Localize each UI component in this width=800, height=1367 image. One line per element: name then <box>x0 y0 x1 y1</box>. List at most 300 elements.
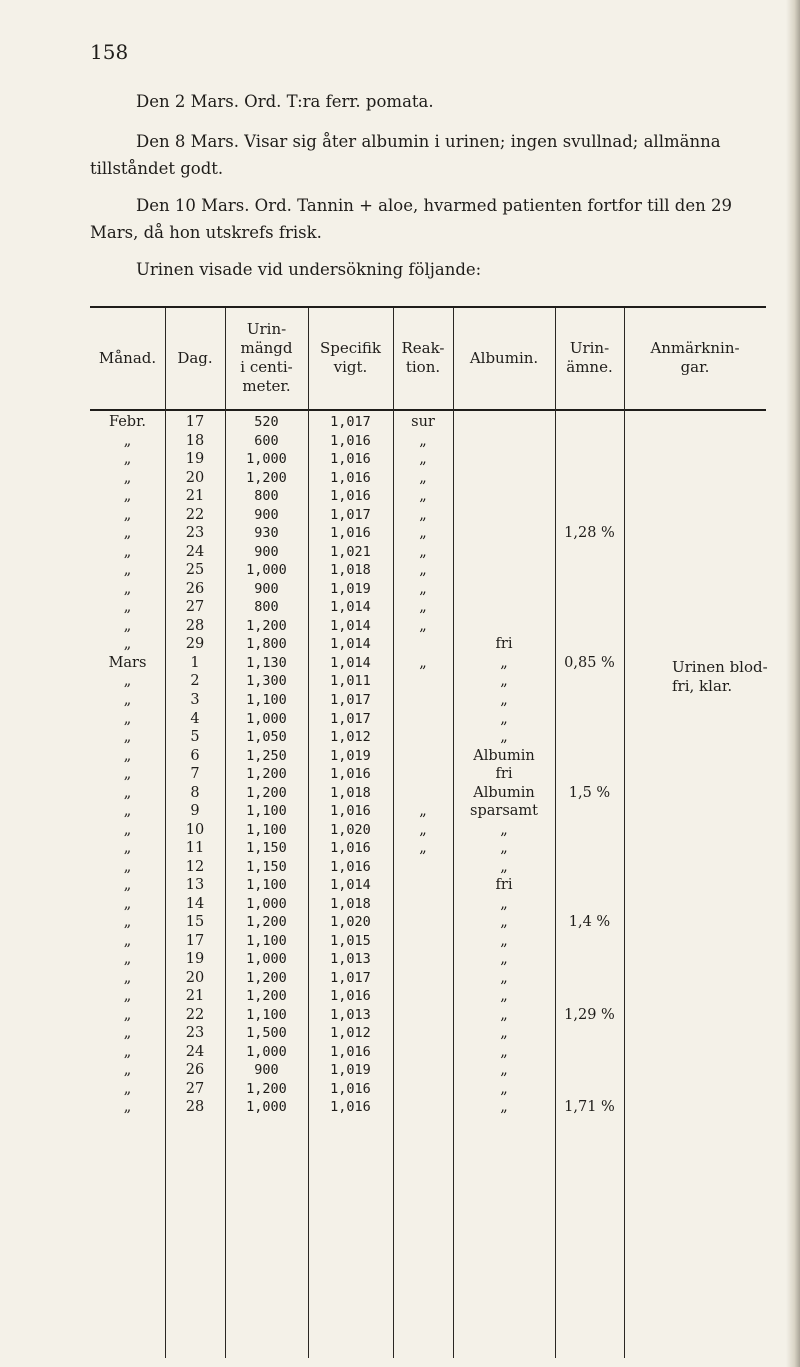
cell-albumin: „ <box>500 1062 508 1079</box>
cell-month: „ <box>123 562 132 579</box>
paragraph-march-2 <box>90 88 780 115</box>
cell-remark <box>624 783 766 802</box>
cell-reaction: „ <box>419 617 427 634</box>
cell-albumin <box>453 506 555 525</box>
header-text: Urin- mängd i centi- meter. <box>240 320 293 395</box>
table-row <box>90 691 766 710</box>
cell-volume: 1,050 <box>246 729 287 746</box>
cell-month: „ <box>123 506 132 523</box>
cell-gravity: 1,016 <box>330 1099 371 1116</box>
cell-month: Febr. <box>108 414 147 431</box>
cell-month: „ <box>123 1080 132 1097</box>
cell-remark <box>624 968 766 987</box>
cell-gravity: 1,012 <box>330 1025 371 1042</box>
cell-reaction <box>393 968 453 987</box>
cell-month: „ <box>123 858 132 875</box>
cell-reaction: „ <box>419 803 427 820</box>
table-row <box>90 820 766 839</box>
cell-albumin: „ <box>500 932 508 949</box>
table-row <box>90 894 766 913</box>
cell-albumin <box>453 469 555 488</box>
cell-volume: 1,100 <box>246 1006 287 1023</box>
cell-reaction <box>393 1043 453 1062</box>
cell-month: „ <box>123 914 132 931</box>
cell-volume: 1,000 <box>246 951 287 968</box>
cell-albumin: „ <box>500 969 508 986</box>
table-row <box>90 1080 766 1099</box>
header-text: Specifik vigt. <box>319 339 382 376</box>
cell-urea <box>555 672 624 691</box>
cell-gravity: 1,019 <box>330 747 371 764</box>
cell-albumin: „ <box>500 1080 508 1097</box>
cell-month: „ <box>123 932 132 949</box>
cell-urea <box>555 580 624 599</box>
cell-urea: 1,71 % <box>564 1099 615 1116</box>
table-row <box>90 413 766 432</box>
cell-gravity: 1,018 <box>330 784 371 801</box>
page-edge-shadow <box>786 0 800 1367</box>
cell-volume: 900 <box>254 580 279 597</box>
cell-volume: 1,250 <box>246 747 287 764</box>
cell-albumin: „ <box>500 1025 508 1042</box>
table-row <box>90 968 766 987</box>
paragraph-text: Den 10 Mars. Ord. Tannin + aloe, hvarmed patienten fortfor till den 29 Mars, då hon utskrefs frisk. <box>90 196 732 242</box>
header-urea <box>555 308 624 408</box>
cell-urea <box>555 765 624 784</box>
cell-gravity: 1,021 <box>330 543 371 560</box>
cell-remark <box>624 913 766 932</box>
cell-volume: 1,500 <box>246 1025 287 1042</box>
cell-urea <box>555 876 624 895</box>
cell-volume: 930 <box>254 525 279 542</box>
cell-day: 11 <box>185 840 205 857</box>
table-row <box>90 783 766 802</box>
cell-day: 18 <box>185 432 205 449</box>
cell-remark <box>624 746 766 765</box>
cell-reaction <box>393 1024 453 1043</box>
cell-volume: 1,200 <box>246 988 287 1005</box>
cell-urea <box>555 746 624 765</box>
cell-albumin <box>453 524 555 543</box>
cell-gravity: 1,014 <box>330 877 371 894</box>
paragraph-text: Den 8 Mars. Visar sig åter albumin i urinen; ingen svullnad; allmänna tillståndet godt. <box>90 132 721 178</box>
cell-month: „ <box>123 691 132 708</box>
table-row <box>90 876 766 895</box>
cell-urea <box>555 1080 624 1099</box>
cell-reaction: „ <box>419 525 427 542</box>
cell-gravity: 1,011 <box>330 673 371 690</box>
cell-day: 20 <box>185 469 205 486</box>
cell-reaction: „ <box>419 451 427 468</box>
cell-volume: 1,000 <box>246 1043 287 1060</box>
cell-remark <box>624 1080 766 1099</box>
cell-reaction <box>393 931 453 950</box>
cell-month: „ <box>123 747 132 764</box>
cell-urea <box>555 506 624 525</box>
cell-reaction <box>393 913 453 932</box>
cell-day: 15 <box>185 914 205 931</box>
cell-gravity: 1,016 <box>330 451 371 468</box>
header-urine-volume <box>225 308 308 408</box>
cell-gravity: 1,016 <box>330 525 371 542</box>
cell-albumin: „ <box>500 988 508 1005</box>
cell-volume: 1,200 <box>246 914 287 931</box>
cell-gravity: 1,013 <box>330 951 371 968</box>
cell-remark <box>624 728 766 747</box>
cell-albumin: sparsamt <box>470 803 538 820</box>
header-reaction <box>393 308 453 408</box>
cell-day: 5 <box>190 729 200 746</box>
cell-month: „ <box>123 543 132 560</box>
cell-albumin: „ <box>500 895 508 912</box>
cell-gravity: 1,017 <box>330 414 371 431</box>
table-row <box>90 469 766 488</box>
table-row <box>90 487 766 506</box>
cell-remark <box>624 950 766 969</box>
cell-day: 25 <box>185 562 205 579</box>
cell-remark <box>624 469 766 488</box>
cell-reaction: „ <box>419 562 427 579</box>
cell-remark <box>624 1098 766 1117</box>
cell-volume: 800 <box>254 488 279 505</box>
cell-month: „ <box>123 840 132 857</box>
cell-reaction <box>393 691 453 710</box>
urine-analysis-table <box>90 413 766 1117</box>
cell-day: 24 <box>185 1043 205 1060</box>
cell-urea <box>555 487 624 506</box>
table-row <box>90 654 766 673</box>
cell-urea <box>555 968 624 987</box>
header-text: Anmärknin- gar. <box>650 339 740 376</box>
paragraph-march-8 <box>90 128 780 182</box>
cell-gravity: 1,016 <box>330 988 371 1005</box>
cell-reaction: „ <box>419 654 427 671</box>
cell-day: 20 <box>185 969 205 986</box>
cell-day: 26 <box>185 580 205 597</box>
cell-reaction <box>393 876 453 895</box>
cell-urea <box>555 469 624 488</box>
cell-urea <box>555 894 624 913</box>
cell-volume: 1,150 <box>246 840 287 857</box>
cell-day: 23 <box>185 525 205 542</box>
table-row <box>90 1006 766 1025</box>
cell-urea <box>555 691 624 710</box>
cell-volume: 1,100 <box>246 691 287 708</box>
cell-remark <box>624 506 766 525</box>
header-albumin <box>453 308 555 408</box>
cell-volume: 1,000 <box>246 895 287 912</box>
cell-day: 24 <box>185 543 205 560</box>
cell-month: „ <box>123 877 132 894</box>
cell-urea: 1,5 % <box>568 784 611 801</box>
cell-albumin <box>453 487 555 506</box>
cell-gravity: 1,017 <box>330 691 371 708</box>
cell-gravity: 1,016 <box>330 766 371 783</box>
table-row <box>90 506 766 525</box>
cell-albumin <box>453 561 555 580</box>
cell-urea <box>555 617 624 636</box>
cell-volume: 1,000 <box>246 562 287 579</box>
page-number: 158 <box>90 40 129 64</box>
cell-day: 14 <box>185 895 205 912</box>
cell-albumin: „ <box>500 1099 508 1116</box>
cell-day: 10 <box>185 821 205 838</box>
cell-volume: 1,000 <box>246 1099 287 1116</box>
cell-gravity: 1,017 <box>330 710 371 727</box>
cell-gravity: 1,019 <box>330 580 371 597</box>
cell-remark <box>624 561 766 580</box>
table-row <box>90 931 766 950</box>
cell-urea <box>555 413 624 432</box>
cell-month: „ <box>123 673 132 690</box>
cell-urea: 1,4 % <box>568 914 611 931</box>
paragraph-march-10 <box>90 192 780 246</box>
cell-day: 27 <box>185 599 205 616</box>
cell-albumin: fri <box>495 766 513 783</box>
cell-volume: 900 <box>254 543 279 560</box>
cell-day: 22 <box>185 506 205 523</box>
cell-albumin: „ <box>500 729 508 746</box>
cell-albumin <box>453 598 555 617</box>
cell-volume: 1,800 <box>246 636 287 653</box>
cell-month: Mars <box>108 654 147 671</box>
cell-day: 13 <box>185 877 205 894</box>
cell-volume: 1,130 <box>246 654 287 671</box>
cell-day: 27 <box>185 1080 205 1097</box>
cell-reaction <box>393 1080 453 1099</box>
cell-albumin <box>453 543 555 562</box>
table-row <box>90 524 766 543</box>
table-row <box>90 839 766 858</box>
cell-reaction: „ <box>419 543 427 560</box>
table-row <box>90 746 766 765</box>
cell-albumin: Albumin <box>473 747 535 764</box>
cell-remark <box>624 1043 766 1062</box>
header-day <box>165 308 225 408</box>
cell-volume: 1,200 <box>246 1080 287 1097</box>
cell-reaction <box>393 635 453 654</box>
header-text: Dag. <box>177 348 213 367</box>
cell-albumin: „ <box>500 840 508 857</box>
cell-reaction <box>393 746 453 765</box>
cell-urea <box>555 931 624 950</box>
cell-reaction <box>393 709 453 728</box>
cell-reaction <box>393 894 453 913</box>
cell-gravity: 1,016 <box>330 488 371 505</box>
cell-remark <box>624 820 766 839</box>
cell-albumin <box>453 617 555 636</box>
cell-remark <box>624 432 766 451</box>
cell-remark <box>624 598 766 617</box>
cell-urea <box>555 450 624 469</box>
cell-reaction <box>393 672 453 691</box>
cell-albumin: „ <box>500 914 508 931</box>
cell-remark <box>624 1006 766 1025</box>
cell-urea <box>555 561 624 580</box>
cell-gravity: 1,016 <box>330 1080 371 1097</box>
cell-remark <box>624 987 766 1006</box>
table-row <box>90 913 766 932</box>
table-row <box>90 635 766 654</box>
cell-remark <box>624 487 766 506</box>
cell-day: 7 <box>190 766 200 783</box>
cell-day: 17 <box>185 932 205 949</box>
paragraph-table-intro <box>90 256 780 283</box>
table-row <box>90 580 766 599</box>
cell-volume: 1,000 <box>246 710 287 727</box>
cell-albumin: „ <box>500 691 508 708</box>
cell-gravity: 1,016 <box>330 1043 371 1060</box>
cell-month: „ <box>123 766 132 783</box>
table-row <box>90 561 766 580</box>
remark-text: Urinen blod-fri, klar. <box>672 658 768 695</box>
cell-reaction <box>393 1061 453 1080</box>
cell-urea <box>555 728 624 747</box>
cell-gravity: 1,014 <box>330 617 371 634</box>
cell-albumin: fri <box>495 877 513 894</box>
cell-urea <box>555 635 624 654</box>
cell-albumin <box>453 432 555 451</box>
cell-reaction <box>393 783 453 802</box>
cell-albumin <box>453 413 555 432</box>
cell-urea <box>555 598 624 617</box>
cell-volume: 900 <box>254 506 279 523</box>
cell-gravity: 1,017 <box>330 506 371 523</box>
table-row <box>90 1098 766 1117</box>
cell-gravity: 1,016 <box>330 840 371 857</box>
table-row <box>90 1043 766 1062</box>
cell-volume: 900 <box>254 1062 279 1079</box>
cell-albumin: „ <box>500 710 508 727</box>
cell-reaction: sur <box>411 414 435 431</box>
cell-gravity: 1,014 <box>330 654 371 671</box>
cell-month: „ <box>123 1006 132 1023</box>
cell-day: 1 <box>190 654 200 671</box>
cell-urea <box>555 857 624 876</box>
cell-day: 23 <box>185 1025 205 1042</box>
cell-gravity: 1,016 <box>330 803 371 820</box>
cell-remark <box>624 857 766 876</box>
cell-remark <box>624 580 766 599</box>
cell-month: „ <box>123 525 132 542</box>
cell-remark <box>624 617 766 636</box>
cell-volume: 1,100 <box>246 803 287 820</box>
cell-month: „ <box>123 1025 132 1042</box>
cell-month: „ <box>123 988 132 1005</box>
cell-volume: 1,200 <box>246 617 287 634</box>
cell-day: 9 <box>190 803 200 820</box>
cell-volume: 1,000 <box>246 451 287 468</box>
header-text: Reak- tion. <box>401 339 445 376</box>
cell-urea <box>555 820 624 839</box>
table-row <box>90 598 766 617</box>
cell-day: 8 <box>190 784 200 801</box>
table-row <box>90 543 766 562</box>
cell-day: 19 <box>185 951 205 968</box>
cell-month: „ <box>123 451 132 468</box>
cell-day: 6 <box>190 747 200 764</box>
cell-month: „ <box>123 803 132 820</box>
cell-albumin: „ <box>500 858 508 875</box>
cell-month: „ <box>123 821 132 838</box>
cell-remark <box>624 543 766 562</box>
cell-month: „ <box>123 729 132 746</box>
cell-day: 26 <box>185 1062 205 1079</box>
cell-gravity: 1,019 <box>330 1062 371 1079</box>
cell-day: 28 <box>185 1099 205 1116</box>
cell-remark <box>624 635 766 654</box>
cell-urea <box>555 543 624 562</box>
cell-gravity: 1,014 <box>330 599 371 616</box>
cell-month: „ <box>123 951 132 968</box>
cell-albumin: Albumin <box>473 784 535 801</box>
cell-month: „ <box>123 599 132 616</box>
cell-reaction <box>393 1098 453 1117</box>
cell-day: 19 <box>185 451 205 468</box>
cell-urea <box>555 950 624 969</box>
cell-gravity: 1,017 <box>330 969 371 986</box>
cell-urea: 1,28 % <box>564 525 615 542</box>
cell-volume: 800 <box>254 599 279 616</box>
cell-month: „ <box>123 432 132 449</box>
cell-day: 21 <box>185 988 205 1005</box>
cell-gravity: 1,012 <box>330 729 371 746</box>
cell-volume: 1,100 <box>246 877 287 894</box>
cell-volume: 1,200 <box>246 784 287 801</box>
cell-reaction <box>393 728 453 747</box>
cell-albumin <box>453 450 555 469</box>
header-specific-gravity <box>308 308 393 408</box>
cell-remark <box>624 802 766 821</box>
cell-gravity: 1,014 <box>330 636 371 653</box>
cell-albumin: „ <box>500 654 508 671</box>
cell-urea <box>555 432 624 451</box>
cell-month: „ <box>123 580 132 597</box>
cell-volume: 1,200 <box>246 766 287 783</box>
cell-reaction <box>393 950 453 969</box>
cell-day: 12 <box>185 858 205 875</box>
cell-urea: 0,85 % <box>564 654 615 671</box>
cell-month: „ <box>123 1043 132 1060</box>
cell-volume: 1,100 <box>246 932 287 949</box>
cell-month: „ <box>123 969 132 986</box>
cell-urea <box>555 987 624 1006</box>
header-remarks <box>624 308 766 408</box>
cell-month: „ <box>123 895 132 912</box>
cell-gravity: 1,013 <box>330 1006 371 1023</box>
cell-albumin: „ <box>500 1006 508 1023</box>
cell-gravity: 1,018 <box>330 895 371 912</box>
cell-reaction: „ <box>419 506 427 523</box>
cell-urea: 1,29 % <box>564 1006 615 1023</box>
paragraph-text: Urinen visade vid undersökning följande: <box>136 260 482 279</box>
cell-day: 22 <box>185 1006 205 1023</box>
table-row <box>90 450 766 469</box>
table-row <box>90 432 766 451</box>
table-row <box>90 765 766 784</box>
cell-albumin: „ <box>500 951 508 968</box>
cell-reaction: „ <box>419 488 427 505</box>
table-row <box>90 950 766 969</box>
cell-albumin <box>453 580 555 599</box>
cell-remark <box>624 709 766 728</box>
cell-remark <box>624 931 766 950</box>
cell-month: „ <box>123 617 132 634</box>
cell-reaction: „ <box>419 840 427 857</box>
cell-day: 4 <box>190 710 200 727</box>
cell-urea <box>555 709 624 728</box>
cell-reaction <box>393 1006 453 1025</box>
